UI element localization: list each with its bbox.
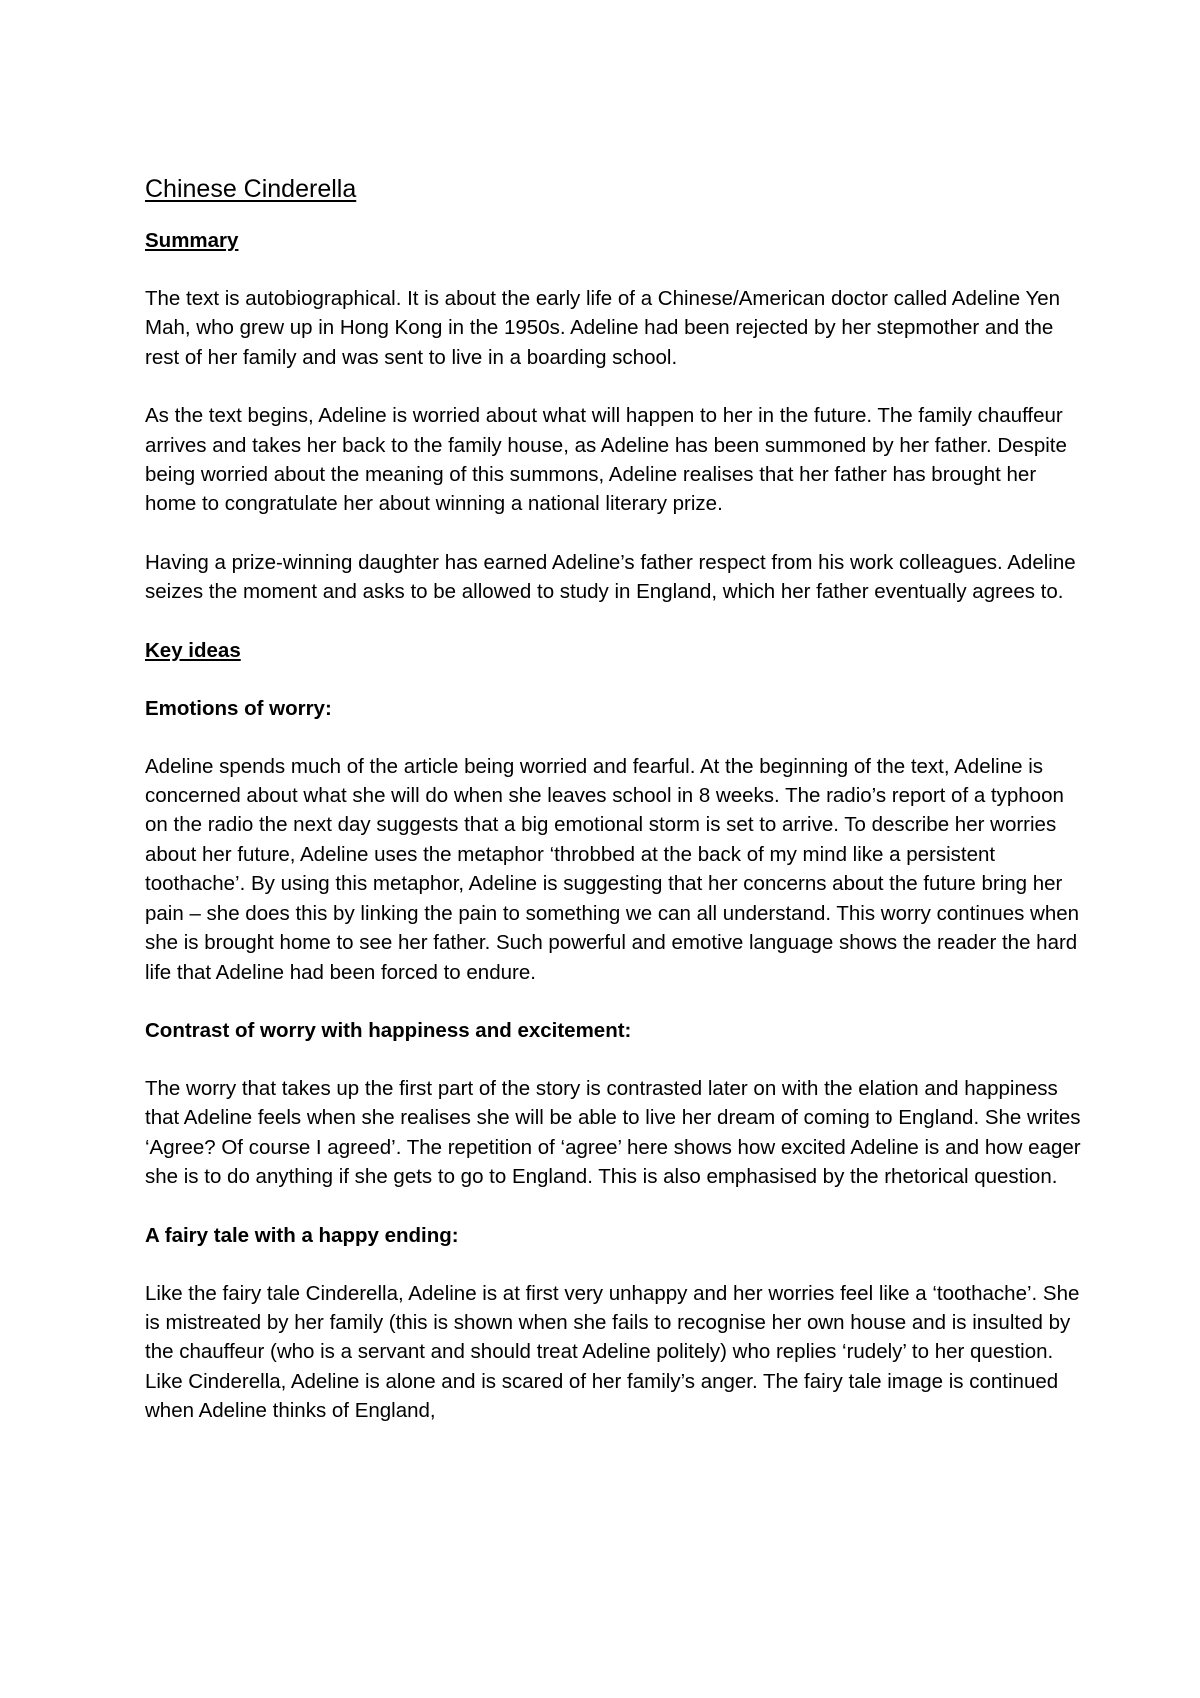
key-ideas-heading: Key ideas [145,638,241,662]
emotions-of-worry-paragraph: Adeline spends much of the article being worried and fearful. At the beginning of the text, Adeline is concerned about what she will do when she leaves school in 8 weeks. The radio’s report of a typhoon on the radio the next day suggests that a big emotional storm is set to arrive. To describe her worries about her future, Adeline uses the metaphor ‘throbbed at the back of my mind like a persistent toothache’. By using this metaphor, Adeline is suggesting that her concerns about the future bring her pain – she does this by linking the pain to something we can all understand. This worry continues when she is brought home to see her father. Such powerful and emotive language shows the reader the hard life that Adeline had been forced to endure. [145,754,1080,984]
fairy-tale-heading: A fairy tale with a happy ending: [145,1223,459,1247]
emotions-of-worry-heading: Emotions of worry: [145,696,332,720]
summary-paragraph-2: As the text begins, Adeline is worried about what will happen to her in the future. The family chauffeur arrives and takes her back to the family house, as Adeline has been summoned by her father. Despite being worried about the meaning of this summons, Adeline realises that her father has brought her home to congratulate her about winning a national literary prize. [145,404,1067,516]
contrast-heading: Contrast of worry with happiness and excitement: [145,1018,632,1042]
document-title: Chinese Cinderella [145,175,357,203]
fairy-tale-paragraph: Like the fairy tale Cinderella, Adeline is at first very unhappy and her worries feel like a ‘toothache’. She is mistreated by her family (this is shown when she fails to recognise her own house and is insulted by the chauffeur (who is a servant and should treat Adeline politely) who replies ‘rudely’ to her question. Like Cinderella, Adeline is alone and is scared of her family’s anger. The fairy tale image is continued when Adeline thinks of England, [145,1281,1080,1423]
summary-heading: Summary [145,229,239,252]
summary-paragraph-1: The text is autobiographical. It is about the early life of a Chinese/American doctor called Adeline Yen Mah, who grew up in Hong Kong in the 1950s. Adeline had been rejected by her stepmother and the rest of her family and was sent to live in a boarding school. [145,287,1061,369]
contrast-paragraph: The worry that takes up the first part of the story is contrasted later on with the elation and happiness that Adeline feels when she realises she will be able to live her dream of coming to England. She writes ‘Agree? Of course I agreed’. The repetition of ‘agree’ here shows how excited Adeline is and how eager she is to do anything if she gets to go to England. This is also emphasised by the rhetorical question. [145,1076,1081,1189]
summary-paragraph-3: Having a prize-winning daughter has earned Adeline’s father respect from his work colleagues. Adeline seizes the moment and asks to be allowed to study in England, which her father eventually agrees to. [145,550,1076,604]
document-page [145,172,1085,1455]
